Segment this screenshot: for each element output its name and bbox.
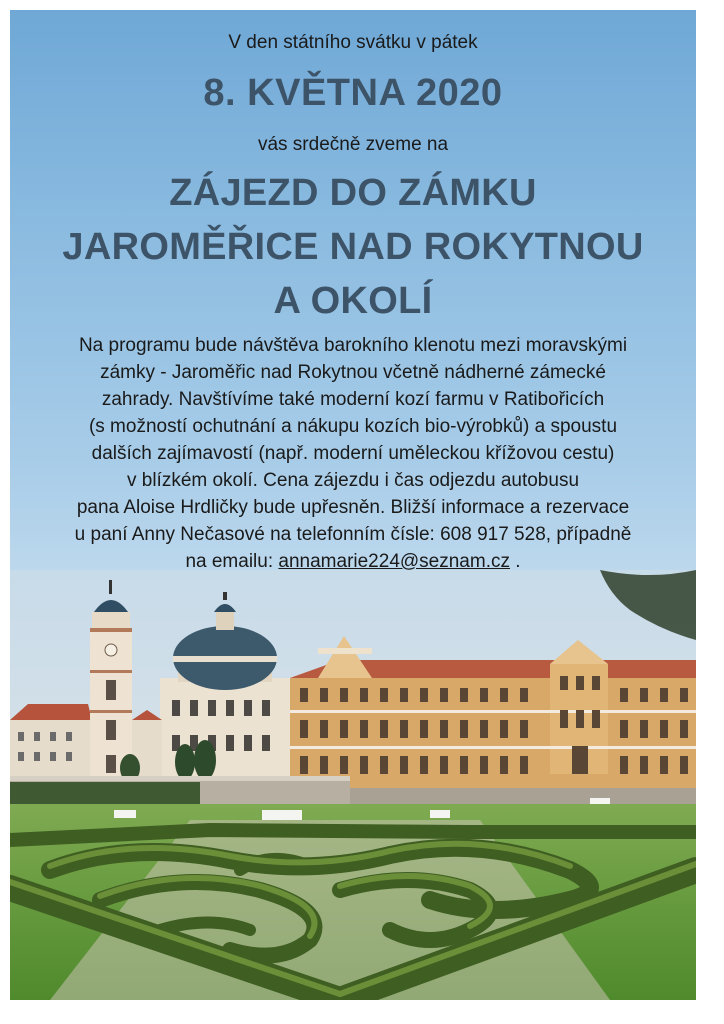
headline-line-3: A OKOLÍ bbox=[273, 280, 433, 322]
body-line: dalších zajímavostí (např. moderní uměleckou křížovou cestu) bbox=[91, 443, 615, 464]
body-line: (s možností ochutnání a nákupu kozích bio-výrobků) a spoustu bbox=[88, 416, 618, 437]
headline-line-2: JAROMĚŘICE NAD ROKYTNOU bbox=[62, 226, 644, 268]
body-line: Na programu bude návštěva barokního klenotu mezi moravskými bbox=[78, 335, 628, 356]
email-suffix: . bbox=[509, 551, 521, 572]
intro-line: V den státního svátku v pátek bbox=[228, 32, 478, 53]
body-line: zahrady. Navštívíme také moderní kozí farmu v Ratibořicích bbox=[101, 389, 605, 410]
body-line: pana Aloise Hrdličky bude upřesněn. Bližší informace a rezervace bbox=[76, 497, 630, 518]
body-line: zámky - Jaroměřic nad Rokytnou včetně nádherné zámecké bbox=[100, 362, 606, 383]
body-line: u paní Anny Nečasové na telefonním čísle: 608 917 528, případně bbox=[74, 524, 632, 545]
body-line-email bbox=[10, 548, 696, 575]
invite-line: vás srdečně zveme na bbox=[257, 134, 449, 155]
castle-garden-photo bbox=[10, 570, 696, 1000]
headline-line-1: ZÁJEZD DO ZÁMKU bbox=[169, 172, 537, 214]
event-date: 8. KVĚTNA 2020 bbox=[203, 72, 503, 114]
program-description bbox=[10, 332, 696, 575]
invitation-poster bbox=[10, 10, 696, 1000]
body-line: v blízkém okolí. Cena zájezdu i čas odjezdu autobusu bbox=[126, 470, 580, 491]
email-link[interactable]: annamarie224@seznam.cz bbox=[278, 551, 510, 572]
email-prefix: na emailu: bbox=[185, 551, 279, 572]
